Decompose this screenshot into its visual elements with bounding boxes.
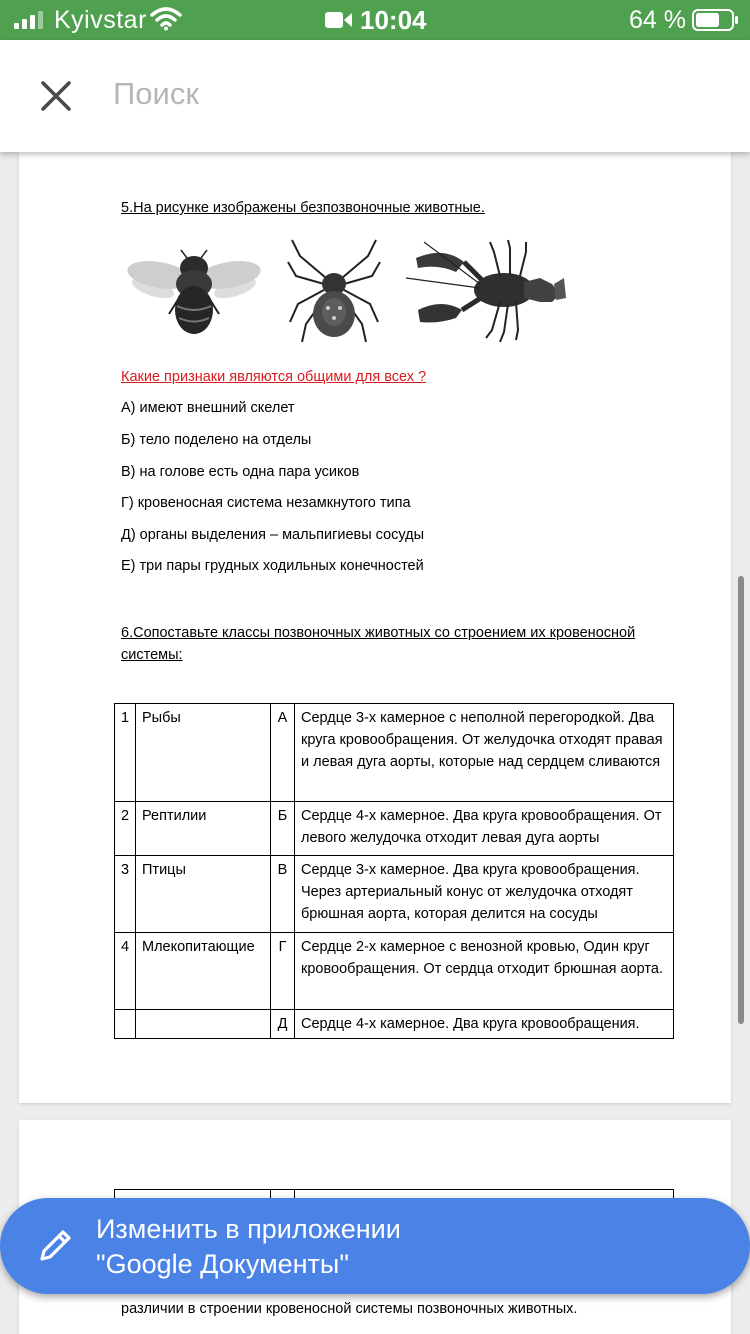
option-letter: А (271, 704, 295, 802)
battery-percent: 64 % (629, 6, 686, 34)
search-header (0, 40, 750, 152)
question-5-prompt: Какие признаки являются общими для всех ? (121, 369, 427, 385)
row-number: 3 (115, 856, 136, 933)
row-number: 4 (115, 933, 136, 1010)
wifi-icon (150, 7, 182, 31)
answer-option: Г) кровеносная система незамкнутого типа (121, 495, 411, 511)
answer-option: Д) органы выделения – мальпигиевы сосуды (121, 527, 425, 543)
answer-option: Б) тело поделено на отделы (121, 432, 312, 448)
spider-image (286, 238, 382, 346)
answer-option: Е) три пары грудных ходильных конечностей (121, 558, 424, 574)
table-row (115, 704, 674, 802)
circulatory-description: Сердце 4-х камерное. Два круга кровообращения. (295, 1010, 674, 1039)
option-letter: В (271, 856, 295, 933)
table-row (115, 1010, 674, 1039)
bumblebee-image (127, 248, 261, 338)
animal-class: Птицы (136, 856, 271, 933)
search-input[interactable]: Поиск (113, 76, 199, 111)
answer-option: А) имеют внешний скелет (121, 400, 295, 416)
table-row (115, 933, 674, 1010)
open-in-google-docs-button[interactable] (0, 1198, 750, 1294)
circulatory-description: Сердце 3-х камерное. Два круга кровообращения. Через артериальный конус от желудочка отходят брюшная аорта, которая делится на сосуды (295, 856, 674, 933)
fab-label-line-2: "Google Документы" (96, 1249, 349, 1279)
pencil-icon (36, 1225, 76, 1265)
matching-table (114, 703, 674, 1039)
table-row (115, 856, 674, 933)
scrollbar[interactable] (738, 576, 744, 1024)
animal-class: Рыбы (136, 704, 271, 802)
carrier-name: Kyivstar (54, 6, 147, 34)
clock-time: 10:04 (360, 5, 427, 35)
crayfish-image (404, 238, 568, 346)
option-letter: Д (271, 1010, 295, 1039)
animal-class (136, 1010, 271, 1039)
table-row (115, 802, 674, 856)
question-5-title: 5.На рисунке изображены безпозвоночные животные. (121, 200, 485, 216)
option-letter: Г (271, 933, 295, 1010)
answer-option: В) на голове есть одна пара усиков (121, 464, 360, 480)
circulatory-description: Сердце 2-х камерное с венозной кровью, Один круг кровообращения. От сердца отходит брюшная аорта. (295, 933, 674, 1010)
page-2-text: различии в строении кровеносной системы позвоночных животных. (121, 1301, 578, 1317)
circulatory-description: Сердце 3-х камерное с неполной перегородкой. Два круга кровообращения. От желудочка отходят правая и левая дуга аорты, которые над сердцем сливаются (295, 704, 674, 802)
option-letter: Б (271, 802, 295, 856)
status-bar (0, 0, 750, 40)
row-number: 1 (115, 704, 136, 802)
close-icon[interactable] (30, 70, 82, 122)
camera-recording-icon (325, 10, 353, 30)
animal-class: Рептилии (136, 802, 271, 856)
row-number: 2 (115, 802, 136, 856)
circulatory-description: Сердце 4-х камерное. Два круга кровообращения. От левого желудочка отходит левая дуга аорты (295, 802, 674, 856)
signal-icon (14, 11, 46, 29)
fab-label (96, 1212, 401, 1282)
fab-label-line-1: Изменить в приложении (96, 1214, 401, 1244)
animal-class: Млекопитающие (136, 933, 271, 1010)
row-number (115, 1010, 136, 1039)
question-6-title: 6.Сопоставьте классы позвоночных животных со строением их кровеносной системы: (121, 625, 636, 663)
battery-icon (692, 9, 738, 31)
